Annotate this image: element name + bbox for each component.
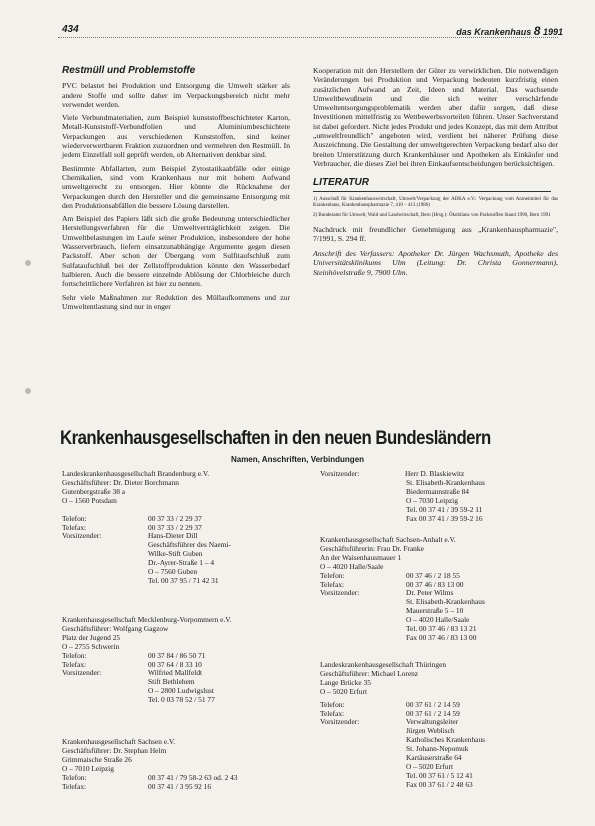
- phone-row: Telefon: 00 37 41 / 79 58-2 63 od. 2 43: [62, 772, 238, 782]
- org-name: Landeskrankenhausgesellschaft Thüringen: [320, 660, 447, 669]
- org-street: Gutenbergstraße 38 a: [62, 486, 126, 496]
- reprint-note: Nachdruck mit freundlicher Genehmigung aus „Krankenhauspharmazie", 7/1991, S. 294 ff.: [313, 224, 558, 243]
- punch-hole: [25, 260, 31, 266]
- year: 1991: [542, 27, 563, 37]
- org-city: O – 1560 Potsdam: [62, 495, 117, 505]
- chair-row: Vorsitzender: Hans-Dieter Dill: [62, 531, 198, 541]
- org-city: O – 2755 Schwerin: [62, 641, 120, 651]
- running-header: [456, 24, 563, 38]
- paragraph: Kooperation mit den Herstellern der Güter zu verwirklichen. Die notwendigen Veränderungen bei Produktion und Verpackung bedeuten kurzfristig einen zusätzlichen Aufwand an Zeit, Ideen und Material. Das wachsende Umweltbewußtsein und die sich weiter verschärfende Umweltentsorgungsproblematik werden aber dafür sorgen, daß diese Investitionen mittelfristig zu Wettbewerbsvorteilen führen. Unser Sachverstand ist dabei gefordert. Nicht jedes Produkt und jedes Konzept, das mit dem Attribut „umweltfreundlich" angeboten wird, verdient bei näherer Prüfung diese Auszeichnung. Die Gestaltung der umweltgerechten Verpackung bedarf also der breiten Unterstützung durch Krankenhäuser und Apotheken als Einkäufer und Verbraucher, die dieses Ziel bei ihren Einkaufsentscheidungen berücksichtigen.: [313, 66, 558, 168]
- section-heading: Restmüll und Problemstoffe: [62, 65, 196, 76]
- org-street: Grimmaische Straße 26: [62, 754, 132, 764]
- section-title: Krankenhausgesellschaften in den neuen Bundesländern: [60, 427, 491, 449]
- phone-row: Telefon: 00 37 84 / 86 50 71: [62, 650, 206, 660]
- paragraph: Sehr viele Maßnahmen zur Reduktion des Müllaufkommens und zur Umweltentlastung sind nur in enger: [62, 292, 290, 311]
- org-city: O – 4020 Halle/Saale: [320, 561, 384, 571]
- fax-row: Telefax: 00 37 33 / 2 29 37: [62, 522, 202, 532]
- reference-item: 2) Bundesamt für Umwelt, Wald und Landwirtschaft, Bern (Hrsg.): Ökobilanz von Packstoffen Stand 1990, Bern 1991: [313, 212, 551, 218]
- header-rule: [58, 37, 558, 39]
- org-manager: Geschäftsführer: Dr. Dieter Borchmann: [62, 477, 179, 487]
- literature-heading: LITERATUR: [313, 177, 369, 189]
- section-subtitle: Namen, Anschriften, Verbindungen: [230, 455, 365, 464]
- phone-row: Telefon: 00 37 61 / 2 14 59: [320, 699, 460, 709]
- org-city: O – 5020 Erfurt: [320, 686, 368, 696]
- org-thueringen: Landeskrankenhausgesellschaft Thüringen Geschäftsführer: Michael Lorenz Lange Brücke 35 O – 5020 Erfurt Telefon: 00 37 61 / 2 14 59 Telefax: 00 37 61 / 2 14 59 Vorsitzender: Verwaltungsleiter Jürgen Weblisch Katholisches Krankenhaus St. Johann-Nepomuk Kartäuserstraße 64 O – 5020 Erfurt Tel. 00 37 61 / 5 12 41 Fax 00 37 61 / 2 48 63: [320, 661, 560, 790]
- org-street: An der Waisenhausmauer 1: [320, 552, 402, 562]
- phone-row: Telefon: 00 37 33 / 2 29 37: [62, 513, 202, 523]
- page-number: 434: [62, 24, 79, 35]
- journal-name: das Krankenhaus: [456, 27, 532, 37]
- chair-row: Vorsitzender: Herr D. Blaskiewitz: [320, 469, 465, 478]
- fax-row: Telefax: 00 37 41 / 3 95 92 16: [62, 781, 212, 791]
- org-name: Landeskrankenhausgesellschaft Brandenburg e.V.: [62, 469, 210, 478]
- paragraph: PVC belastet bei Produktion und Entsorgung die Umwelt stärker als andere Stoffe und sollte daher im Verpackungsbereich nicht mehr verwendet werden.: [62, 81, 290, 109]
- punch-hole: [25, 388, 31, 394]
- org-sachsen-chair: Vorsitzender: Herr D. Blaskiewitz St. Elisabeth-Krankenhaus Biedermannstraße 84 O – 7030 Leipzig Tel. 00 37 41 / 39 59-2 11 Fax 00 37 41 / 39 59-2 16: [320, 470, 560, 523]
- issue-number: 8: [533, 24, 541, 38]
- fax-row: Telefax: 00 37 61 / 2 14 59: [320, 708, 460, 718]
- org-name: Krankenhausgesellschaft Sachsen-Anhalt e.V.: [320, 535, 456, 544]
- paragraph: Am Beispiel des Papiers läßt sich die große Bedeutung unterschiedlicher Herstellungsverfahren für die Umweltverträglichkeit zeigen. Die Umweltbelastungen im Laufe seiner Produktion, insbesondere der hohe Wasserverbrauch, liefern einsatzunabhängige Argumente gegen diesen Packstoff. Aber schon der Übergang vom Sulfitaufschluß zum Sulfataufschluß bei der Zellstoffproduktion könnte den Wasserbedarf halbieren. Auch die bessere einzelnde Ablösung der Chlorbleiche durch fortschrittlichere Verfahren ist hier zu nennen.: [62, 214, 290, 289]
- phone-row: Telefon: 00 37 46 / 2 18 55: [320, 570, 460, 580]
- org-manager: Geschäftsführer: Wolfgang Gagzow: [62, 623, 169, 633]
- org-name: Krankenhausgesellschaft Mecklenburg-Vorpommern e.V.: [62, 615, 232, 624]
- article-left-column: [62, 66, 290, 315]
- org-name: Krankenhausgesellschaft Sachsen e.V.: [62, 737, 176, 746]
- org-street: Platz der Jugend 25: [62, 632, 121, 642]
- reference-item: 1) Ausschuß für Krankenhauswirtschaft, Umwelt/Verpackung der ADKA e.V.: Verpackung vom Arzneimittel für das Krankenhaus, Krankenhauspharmazie 7, 410 – 413 (1986): [313, 196, 558, 208]
- org-brandenburg: Landeskrankenhausgesellschaft Brandenburg e.V. Geschäftsführer: Dr. Dieter Borchmann Gutenbergstraße 38 a O – 1560 Potsdam Telefon: 00 37 33 / 2 29 37 Telefax: 00 37 33 / 2 29 37 Vorsitzender: Hans-Dieter Dill Geschäftsführer des Naemi- Wilke-Stift Guben Dr.-Ayrer-Straße 1 – 4 O – 7560 Guben Tel. 00 37 95 / 71 42 31: [62, 470, 312, 586]
- article-right-column: [313, 66, 558, 277]
- org-street: Lange Brücke 35: [320, 677, 371, 687]
- fax-row: Telefax: 00 37 46 / 83 13 00: [320, 579, 464, 589]
- fax-row: Telefax: 00 37 64 / 8 33 10: [62, 659, 202, 669]
- org-mecklenburg-vorpommern: Krankenhausgesellschaft Mecklenburg-Vorpommern e.V. Geschäftsführer: Wolfgang Gagzow Platz der Jugend 25 O – 2755 Schwerin Telefon: 00 37 84 / 86 50 71 Telefax: 00 37 64 / 8 33 10 Vorsitzender: Wilfried Mallfeldt Stift Bethlehem O – 2800 Ludwigslust Tel. 0 03 78 52 / 51 77: [62, 616, 312, 705]
- author-address: Anschrift des Verfassers: Apotheker Dr. Jürgen Wachsmuth, Apotheke des Universitätsklinikums Ulm (Leitung: Dr. Christa Gonnermann), Steinhövelstraße 9, 7900 Ulm.: [313, 249, 558, 277]
- chair-row: Vorsitzender: Dr. Peter Wilms: [320, 588, 454, 598]
- org-sachsen: [62, 738, 312, 791]
- org-sachsen-anhalt: Krankenhausgesellschaft Sachsen-Anhalt e.V. Geschäftsführerin: Frau Dr. Franke An der Waisenhausmauer 1 O – 4020 Halle/Saale Telefon: 00 37 46 / 2 18 55 Telefax: 00 37 46 / 83 13 00 Vorsitzender: Dr. Peter Wilms St. Elisabeth-Krankenhaus Mauerstraße 5 – 10 O – 4020 Halle/Saale Tel. 00 37 46 / 83 13 21 Fax 00 37 46 / 83 13 00: [320, 536, 560, 643]
- chair-row: Vorsitzender: Verwaltungsleiter: [320, 717, 459, 727]
- paragraph: Viele Verbundmaterialien, zum Beispiel kunststoffbeschichteter Karton, Metall-Kunststoff-Verbundfolien und Aluminiumbeschichtete Verpackungen aus verschiedenen Kunststoffen, sind keiner wiederverwertbaren Fraktion zuzuordnen und vermehren den Restmüll. In jedem Einzelfall soll geprüft werden, ob Alternativen denkbar sind.: [62, 113, 290, 160]
- chair-row: Vorsitzender: Wilfried Mallfeldt: [62, 668, 203, 678]
- org-manager: Geschäftsführer: Dr. Stephan Helm: [62, 745, 167, 755]
- paragraph: Bestimmte Abfallarten, zum Beispiel Zytostatikaabfälle oder einige Chemikalien, sind vom Krankenhaus nur mit hohem Aufwand umweltgerecht zu entsorgen. Hier könnte die Rücknahme der Verpackungen durch den Hersteller und die gemeinsame Entsorgung mit den Produktionsabfällen die bessere Lösung darstellen.: [62, 163, 290, 210]
- org-manager: Geschäftsführer: Michael Lorenz: [320, 668, 419, 678]
- org-manager: Geschäftsführerin: Frau Dr. Franke: [320, 543, 424, 553]
- divider: [313, 191, 551, 192]
- org-city: O – 7010 Leipzig: [62, 763, 114, 773]
